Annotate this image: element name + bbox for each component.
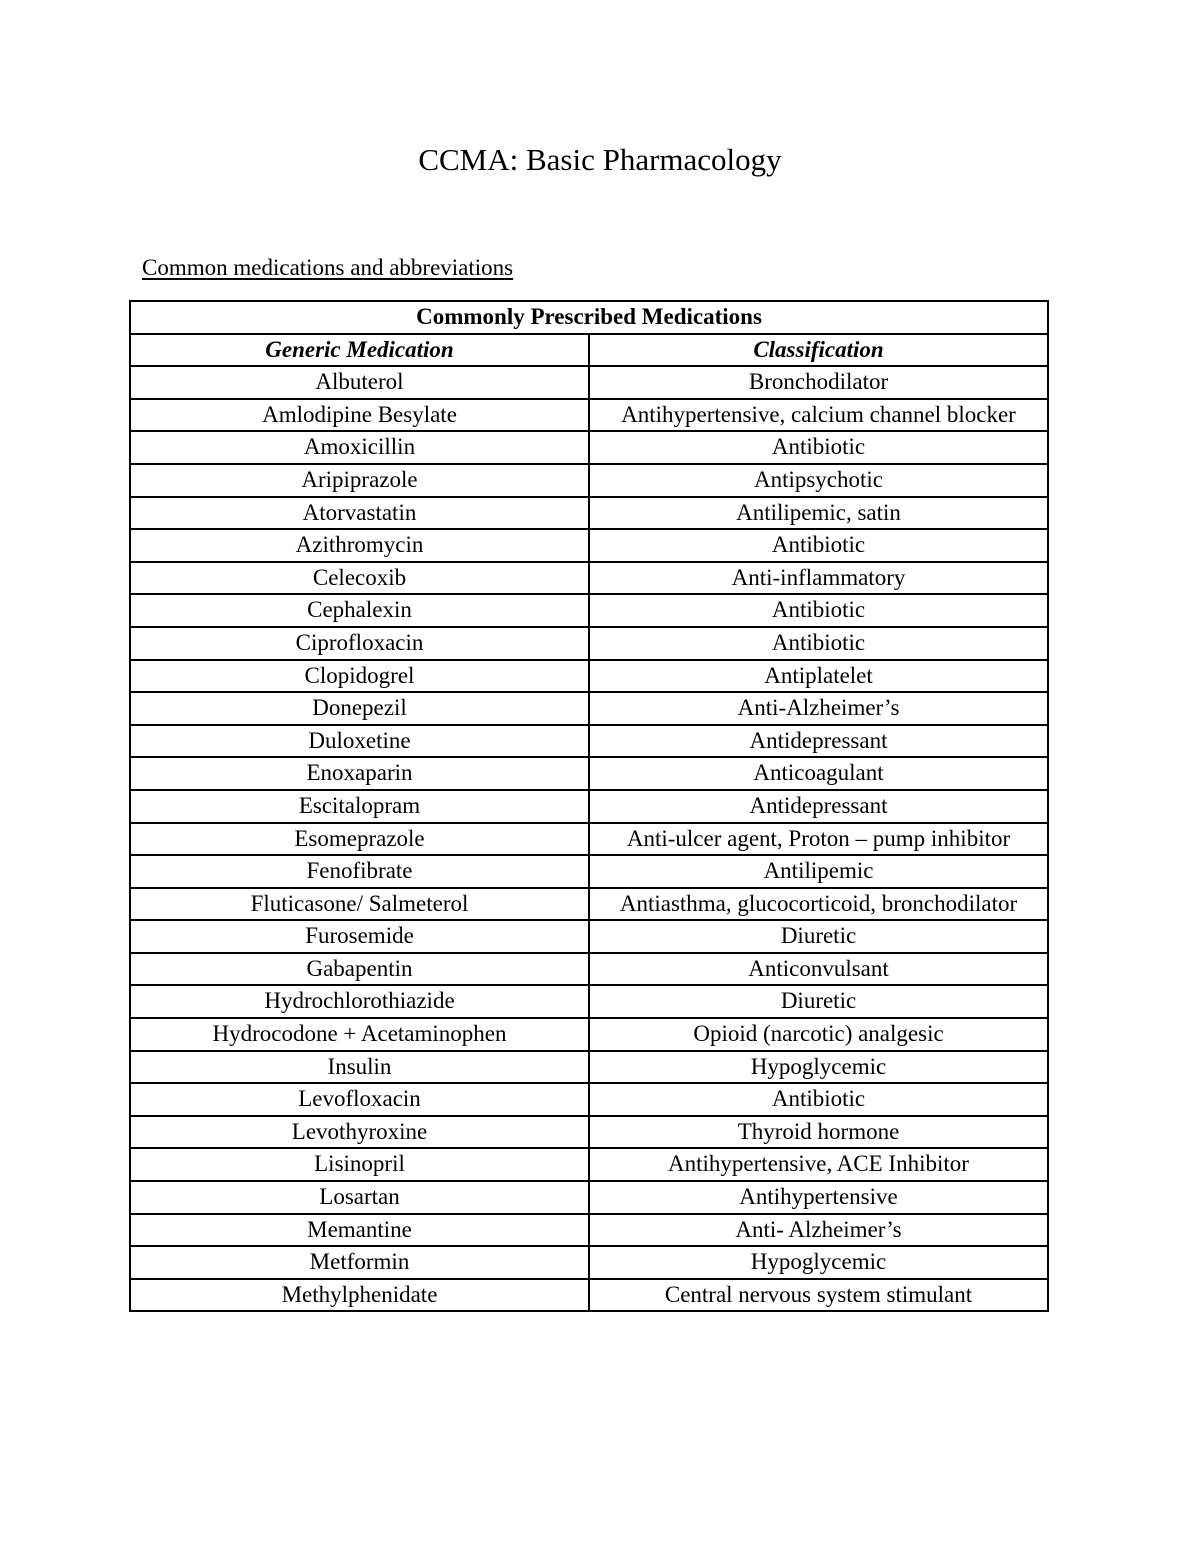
generic-medication-cell: Escitalopram <box>130 790 589 823</box>
classification-cell: Hypoglycemic <box>589 1246 1048 1279</box>
generic-medication-cell: Furosemide <box>130 920 589 953</box>
table-row <box>130 692 1048 725</box>
table-row <box>130 725 1048 758</box>
table-row <box>130 1181 1048 1214</box>
table-header-row <box>130 334 1048 367</box>
generic-medication-cell: Ciprofloxacin <box>130 627 589 660</box>
generic-medication-cell: Amlodipine Besylate <box>130 399 589 432</box>
generic-medication-cell: Memantine <box>130 1214 589 1247</box>
page-title: CCMA: Basic Pharmacology <box>418 142 782 177</box>
table-caption: Commonly Prescribed Medications <box>130 301 1048 334</box>
generic-medication-cell: Hydrochlorothiazide <box>130 985 589 1018</box>
generic-medication-cell: Cephalexin <box>130 594 589 627</box>
table-row <box>130 1116 1048 1149</box>
medications-table <box>129 300 1049 1312</box>
classification-cell: Anticonvulsant <box>589 953 1048 986</box>
classification-cell: Antidepressant <box>589 725 1048 758</box>
classification-cell: Anti-inflammatory <box>589 562 1048 595</box>
classification-cell: Opioid (narcotic) analgesic <box>589 1018 1048 1051</box>
classification-cell: Anti-Alzheimer’s <box>589 692 1048 725</box>
table-row <box>130 985 1048 1018</box>
table-row <box>130 366 1048 399</box>
classification-cell: Anti-ulcer agent, Proton – pump inhibitor <box>589 823 1048 856</box>
column-header-generic: Generic Medication <box>130 334 589 367</box>
classification-cell: Antidepressant <box>589 790 1048 823</box>
table-row <box>130 660 1048 693</box>
generic-medication-cell: Metformin <box>130 1246 589 1279</box>
classification-cell: Antilipemic, satin <box>589 497 1048 530</box>
classification-cell: Bronchodilator <box>589 366 1048 399</box>
generic-medication-cell: Clopidogrel <box>130 660 589 693</box>
table-row <box>130 562 1048 595</box>
generic-medication-cell: Duloxetine <box>130 725 589 758</box>
generic-medication-cell: Gabapentin <box>130 953 589 986</box>
classification-cell: Antibiotic <box>589 529 1048 562</box>
generic-medication-cell: Levothyroxine <box>130 1116 589 1149</box>
table-row <box>130 1083 1048 1116</box>
table-row <box>130 1018 1048 1051</box>
generic-medication-cell: Lisinopril <box>130 1148 589 1181</box>
table-row <box>130 399 1048 432</box>
classification-cell: Antibiotic <box>589 431 1048 464</box>
classification-cell: Antiplatelet <box>589 660 1048 693</box>
generic-medication-cell: Azithromycin <box>130 529 589 562</box>
generic-medication-cell: Esomeprazole <box>130 823 589 856</box>
table-row <box>130 431 1048 464</box>
generic-medication-cell: Albuterol <box>130 366 589 399</box>
table-row <box>130 1214 1048 1247</box>
table-row <box>130 1051 1048 1084</box>
classification-cell: Antipsychotic <box>589 464 1048 497</box>
generic-medication-cell: Atorvastatin <box>130 497 589 530</box>
generic-medication-cell: Donepezil <box>130 692 589 725</box>
classification-cell: Anticoagulant <box>589 757 1048 790</box>
generic-medication-cell: Levofloxacin <box>130 1083 589 1116</box>
classification-cell: Antihypertensive <box>589 1181 1048 1214</box>
table-row <box>130 888 1048 921</box>
table-row <box>130 1279 1048 1312</box>
table-row <box>130 529 1048 562</box>
classification-cell: Antiasthma, glucocorticoid, bronchodilator <box>589 888 1048 921</box>
generic-medication-cell: Methylphenidate <box>130 1279 589 1312</box>
table-row <box>130 594 1048 627</box>
classification-cell: Antihypertensive, ACE Inhibitor <box>589 1148 1048 1181</box>
classification-cell: Thyroid hormone <box>589 1116 1048 1149</box>
generic-medication-cell: Fenofibrate <box>130 855 589 888</box>
classification-cell: Antibiotic <box>589 594 1048 627</box>
generic-medication-cell: Aripiprazole <box>130 464 589 497</box>
classification-cell: Diuretic <box>589 920 1048 953</box>
table-row <box>130 1246 1048 1279</box>
classification-cell: Central nervous system stimulant <box>589 1279 1048 1312</box>
generic-medication-cell: Insulin <box>130 1051 589 1084</box>
classification-cell: Antibiotic <box>589 1083 1048 1116</box>
generic-medication-cell: Hydrocodone + Acetaminophen <box>130 1018 589 1051</box>
column-header-classification: Classification <box>589 334 1048 367</box>
section-heading: Common medications and abbreviations <box>142 255 514 280</box>
table-row <box>130 855 1048 888</box>
table-row <box>130 1148 1048 1181</box>
table-row <box>130 757 1048 790</box>
table-caption-row <box>130 301 1048 334</box>
table-row <box>130 497 1048 530</box>
table-row <box>130 823 1048 856</box>
classification-cell: Antilipemic <box>589 855 1048 888</box>
classification-cell: Diuretic <box>589 985 1048 1018</box>
generic-medication-cell: Celecoxib <box>130 562 589 595</box>
table-row <box>130 627 1048 660</box>
table-row <box>130 953 1048 986</box>
generic-medication-cell: Fluticasone/ Salmeterol <box>130 888 589 921</box>
classification-cell: Hypoglycemic <box>589 1051 1048 1084</box>
classification-cell: Anti- Alzheimer’s <box>589 1214 1048 1247</box>
table-body <box>130 366 1048 1311</box>
table-row <box>130 920 1048 953</box>
table-row <box>130 464 1048 497</box>
classification-cell: Antibiotic <box>589 627 1048 660</box>
table-row <box>130 790 1048 823</box>
generic-medication-cell: Losartan <box>130 1181 589 1214</box>
classification-cell: Antihypertensive, calcium channel blocker <box>589 399 1048 432</box>
generic-medication-cell: Amoxicillin <box>130 431 589 464</box>
generic-medication-cell: Enoxaparin <box>130 757 589 790</box>
